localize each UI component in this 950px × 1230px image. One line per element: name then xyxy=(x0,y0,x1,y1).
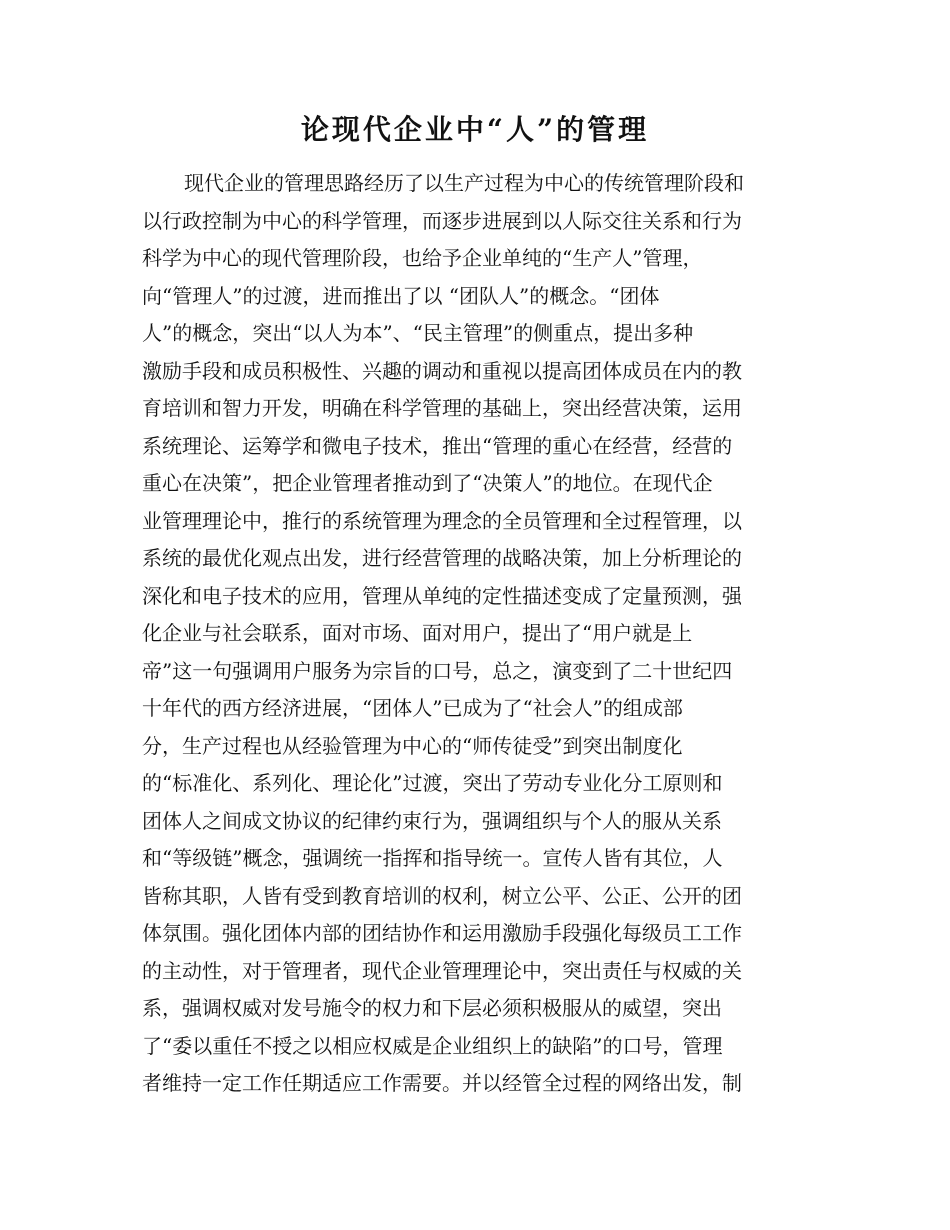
text-line-14: 帝”这一句强调用户服务为宗旨的口号，总之，演变到了二十世纪四 xyxy=(142,658,733,683)
text-line-13: 化企业与社会联系，面对市场、面对用户，提出了“用户就是上 xyxy=(142,621,693,645)
text-line-22: 的主动性，对于管理者，现代企业管理理论中，突出责任与权威的关 xyxy=(142,958,742,983)
text-line-12: 深化和电子技术的应用，管理从单纯的定性描述变成了定量预测，强 xyxy=(142,583,742,608)
text-line-6: 激励手段和成员积极性、兴趣的调动和重视以提高团体成员在内的教 xyxy=(142,358,742,383)
text-line-4: 向“管理人”的过渡，进而推出了以 “团队人”的概念。“团体 xyxy=(142,283,660,308)
text-line-11: 系统的最优化观点出发，进行经营管理的战略决策，加上分析理论的 xyxy=(142,546,742,570)
text-line-24: 了“委以重任不授之以相应权威是企业组织上的缺陷”的口号，管理 xyxy=(142,1033,723,1058)
text-line-5: 人”的概念，突出“以人为本”、“民主管理”的侧重点，提出多种 xyxy=(142,321,694,345)
text-line-1: 现代企业的管理思路经历了以生产过程为中心的传统管理阶段和 xyxy=(184,171,744,195)
text-line-21: 体氛围。强化团体内部的团结协作和运用激励手段强化每级员工工作 xyxy=(142,921,742,945)
text-line-7: 育培训和智力开发，明确在科学管理的基础上，突出经营决策，运用 xyxy=(142,396,742,420)
text-line-15: 十年代的西方经济进展，“团体人”已成为了“社会人”的组成部 xyxy=(142,696,683,720)
text-line-20: 皆称其职，人皆有受到教育培训的权利，树立公平、公正、公开的团 xyxy=(142,883,742,908)
text-line-17: 的“标准化、系列化、理论化”过渡，突出了劳动专业化分工原则和 xyxy=(142,771,723,795)
text-line-8: 系统理论、运筹学和微电子技术，推出“管理的重心在经营，经营的 xyxy=(142,433,733,458)
text-line-25: 者维持一定工作任期适应工作需要。并以经管全过程的网络出发，制 xyxy=(142,1071,742,1095)
text-line-9: 重心在决策”，把企业管理者推动到了“决策人”的地位。在现代企 xyxy=(142,471,713,495)
text-line-16: 分，生产过程也从经验管理为中心的“师传徒受”到突出制度化 xyxy=(142,733,683,758)
text-line-10: 业管理理论中，推行的系统管理为理念的全员管理和全过程管理，以 xyxy=(142,508,742,533)
text-line-18: 团体人之间成文协议的纪律约束行为，强调组织与个人的服从关系 xyxy=(142,808,722,833)
text-line-3: 科学为中心的现代管理阶段，也给予企业单纯的“生产人”管理， xyxy=(142,246,703,270)
body-text xyxy=(142,165,797,1103)
text-line-2: 以行政控制为中心的科学管理，而逐步进展到以人际交往关系和行为 xyxy=(142,208,742,233)
page-title: 论现代企业中“人”的管理 xyxy=(300,113,650,146)
text-line-19: 和“等级链”概念，强调统一指挥和指导统一。宣传人皆有其位，人 xyxy=(142,846,723,870)
text-line-23: 系，强调权威对发号施令的权力和下层必须积极服从的威望，突出 xyxy=(142,996,722,1020)
